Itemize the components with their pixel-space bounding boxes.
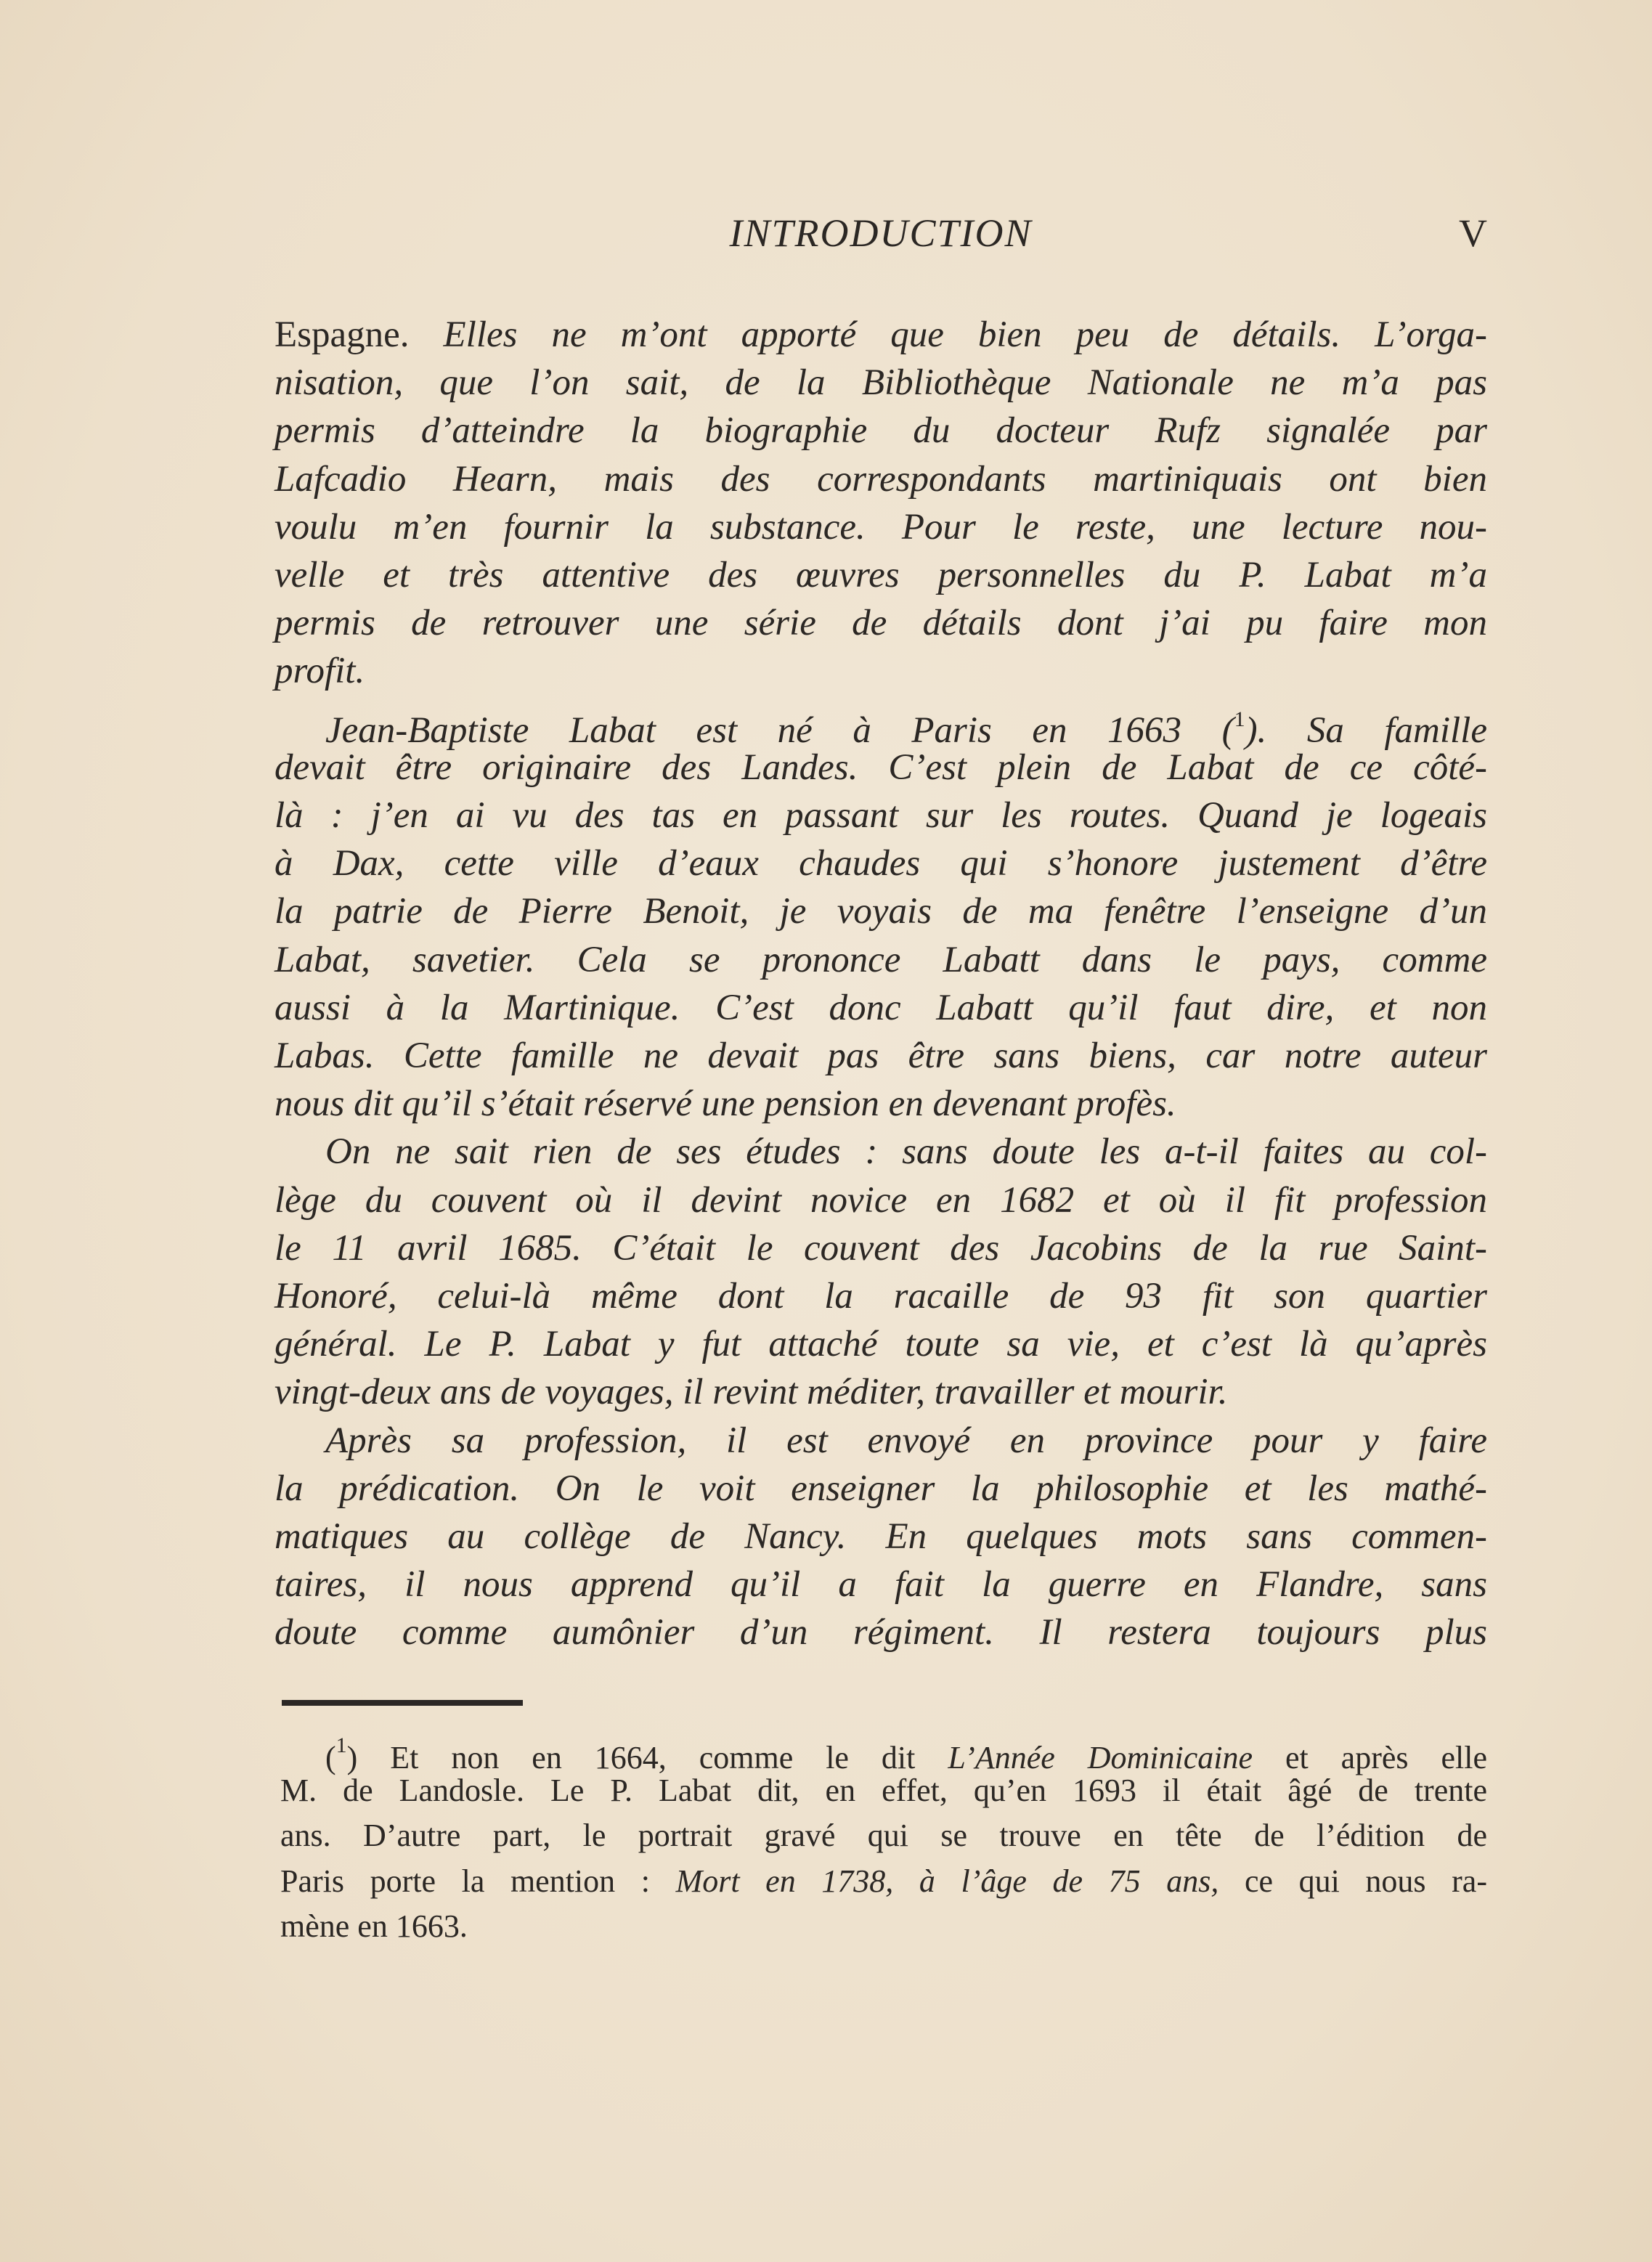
text-line [280,1904,1487,1949]
running-title: INTRODUCTION [729,211,1033,255]
text-segment: matiques au collège de Nancy. En quelques mots sans commen- [274,1516,1487,1557]
text-segment: ans. D’autre part, le portrait gravé qui se trouve en tête de l’édition de [280,1818,1487,1854]
text-line [274,551,1487,599]
text-line [274,936,1487,984]
text-line [274,1320,1487,1368]
text-segment: doute comme aumônier d’un régiment. Il restera toujours plus [274,1612,1487,1653]
text-segment: vingt-deux ans de voyages, il revint méditer, travailler et mourir. [274,1372,1228,1413]
text-segment: L’Année Dominicaine [948,1740,1253,1775]
text-line [274,455,1487,503]
text-segment: profit. [274,651,365,692]
text-line [274,599,1487,647]
text-segment: aussi à la Martinique. C’est donc Labatt qu’il faut dire, et non [274,987,1487,1028]
text-segment: Labas. Cette famille ne devait pas être sans biens, car notre auteur [274,1036,1487,1076]
text-line [274,839,1487,887]
text-line [274,1176,1487,1224]
text-segment: Jean-Baptiste Labat est né à Paris en 1663 ( [325,709,1234,751]
text-segment: ( [325,1740,336,1775]
text-line [325,1128,1487,1176]
text-segment: Lafcadio Hearn, mais des correspondants martiniquais ont bien [274,458,1487,500]
text-segment: permis d’atteindre la biographie du docteur Rufz signalée par [274,410,1487,452]
text-segment: permis de retrouver une série de détails dont j’ai pu faire mon [274,603,1487,644]
text-segment: Après sa profession, il est envoyé en province pour y faire [325,1420,1487,1461]
page-number: V [1459,211,1487,255]
footnote-reference: 1 [1234,707,1245,731]
text-line [325,696,1487,751]
text-line [274,887,1487,935]
text-segment: Elles ne m’ont apporté que bien peu de détails. L’orga- [443,314,1487,355]
text-segment: la patrie de Pierre Benoit, je voyais de ma fenêtre l’enseigne d’un [274,891,1487,932]
text-segment: devait être originaire des Landes. C’est plein de Labat de ce côté- [274,746,1487,788]
text-line [325,1417,1487,1465]
text-line [274,407,1487,455]
text-segment: nisation, que l’on sait, de la Bibliothèque Nationale ne m’a pas [274,362,1487,404]
text-segment: velle et très attentive des œuvres personnelles du P. Labat m’a [274,555,1487,595]
text-line [274,1224,1487,1272]
text-segment: la prédication. On le voit enseigner la philosophie et les mathé- [274,1468,1487,1509]
text-segment: voulu m’en fournir la substance. Pour le reste, une lecture nou- [274,506,1487,548]
text-segment: ). Sa famille [1245,709,1487,751]
text-line [274,1032,1487,1080]
text-line [274,792,1487,839]
text-line [280,1813,1487,1858]
footnote-reference: 1 [335,1733,347,1757]
text-segment: mène en 1663. [280,1908,468,1944]
text-line [274,1272,1487,1320]
running-head [274,211,1487,261]
text-line [274,311,1487,359]
text-line [274,1513,1487,1561]
text-line [274,359,1487,407]
text-segment: lège du couvent où il devint novice en 1682 et où il fit profession [274,1179,1487,1221]
text-segment: nous dit qu’il s’était réservé une pension en devenant profès. [274,1083,1176,1125]
text-line [274,647,1487,695]
text-segment: général. Le P. Labat y fut attaché toute sa vie, et c’est là qu’après [274,1324,1487,1365]
text-line [325,1723,1487,1775]
text-segment: à Dax, cette ville d’eaux chaudes qui s’honore justement d’être [274,843,1487,884]
text-segment: Espagne. [274,314,444,355]
text-segment: M. de Landosle. Le P. Labat dit, en effet, qu’en 1693 il était âgé de trente [280,1773,1487,1809]
text-segment: ce qui nous ra- [1218,1863,1487,1899]
text-line [274,744,1487,792]
text-line [274,1368,1487,1416]
text-line [274,984,1487,1032]
text-line [274,1080,1487,1128]
text-segment: ) Et non en 1664, comme le dit [346,1740,948,1775]
text-line [274,1561,1487,1608]
text-segment: Labat, savetier. Cela se prononce Labatt dans le pays, comme [274,939,1487,980]
text-line [280,1768,1487,1813]
text-segment: taires, il nous apprend qu’il a fait la guerre en Flandre, sans [274,1564,1487,1606]
text-segment: On ne sait rien de ses études : sans doute les a-t-il faites au col- [325,1131,1487,1173]
text-segment: Honoré, celui-là même dont la racaille de 93 fit son quartier [274,1276,1487,1317]
footnote-separator [282,1700,523,1706]
text-segment: là : j’en ai vu des tas en passant sur les routes. Quand je logeais [274,795,1487,836]
text-segment: Paris porte la mention : [280,1863,676,1899]
text-line [274,1465,1487,1513]
text-segment: et après elle [1253,1740,1487,1775]
text-segment: le 11 avril 1685. C’était le couvent des Jacobins de la rue Saint- [274,1227,1487,1269]
text-line [274,1608,1487,1656]
text-line [274,503,1487,551]
text-segment: Mort en 1738, à l’âge de 75 ans, [675,1863,1219,1899]
text-line [280,1859,1487,1904]
